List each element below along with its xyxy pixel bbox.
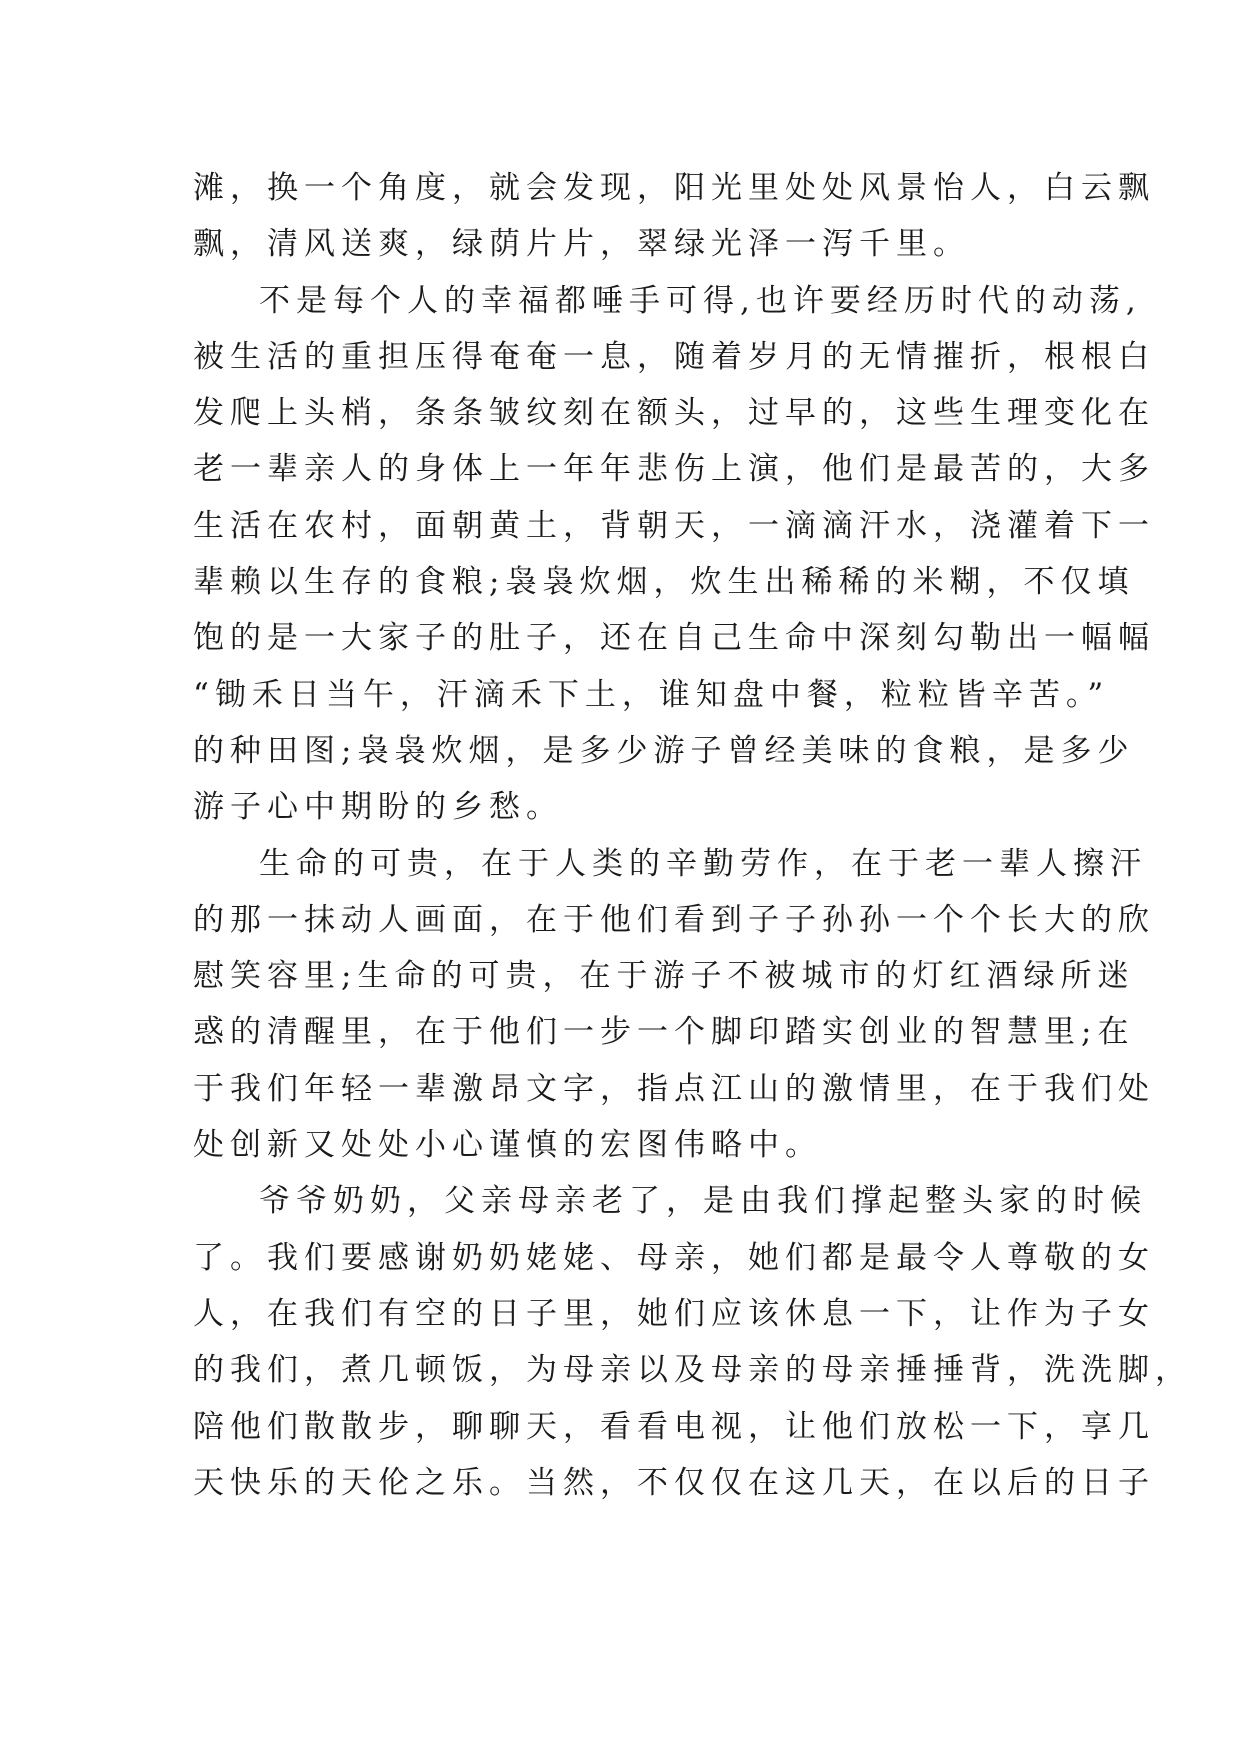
text-line: “锄禾日当午，汗滴禾下土，谁知盘中餐，粒粒皆辛苦。” [193, 676, 1110, 713]
text-line: 游子心中期盼的乡愁。 [193, 789, 563, 826]
text-line: 于我们年轻一辈激昂文字，指点江山的激情里，在于我们处 [193, 1070, 1155, 1107]
paragraph-first-line: 生命的可贵，在于人类的辛勤劳作，在于老一辈人擦汗 [259, 845, 1147, 882]
text-line: 发爬上头梢，条条皱纹刻在额头，过早的，这些生理变化在 [193, 395, 1155, 432]
paragraph-first-line: 爷爷奶奶，父亲母亲老了，是由我们撑起整头家的时候 [259, 1183, 1147, 1220]
text-line: 的那一抹动人画面，在于他们看到子子孙孙一个个长大的欣 [193, 901, 1155, 938]
text-line: 生活在农村，面朝黄土，背朝天，一滴滴汗水，浇灌着下一 [193, 507, 1155, 544]
text-line: 的种田图;袅袅炊烟，是多少游子曾经美味的食粮，是多少 [193, 732, 1135, 769]
text-line: 天快乐的天伦之乐。当然，不仅仅在这几天，在以后的日子 [193, 1464, 1155, 1501]
text-line: 老一辈亲人的身体上一年年悲伤上演，他们是最苦的，大多 [193, 451, 1155, 488]
text-line: 飘，清风送爽，绿荫片片，翠绿光泽一泻千里。 [193, 226, 970, 263]
text-line: 陪他们散散步，聊聊天，看看电视，让他们放松一下，享几 [193, 1408, 1155, 1445]
text-line: 饱的是一大家子的肚子，还在自己生命中深刻勾勒出一幅幅 [193, 620, 1155, 657]
text-line: 惑的清醒里，在于他们一步一个脚印踏实创业的智慧里;在 [193, 1014, 1135, 1051]
text-line: 慰笑容里;生命的可贵，在于游子不被城市的灯红酒绿所迷 [193, 958, 1135, 995]
text-line: 人，在我们有空的日子里，她们应该休息一下，让作为子女 [193, 1295, 1155, 1332]
text-line: 滩，换一个角度，就会发现，阳光里处处风景怡人，白云飘 [193, 170, 1155, 206]
text-line: 的我们，煮几顿饭，为母亲以及母亲的母亲捶捶背，洗洗脚， [193, 1352, 1192, 1389]
paragraph-first-line: 不是每个人的幸福都唾手可得,也许要经历时代的动荡, [259, 282, 1142, 319]
text-line: 了。我们要感谢奶奶姥姥、母亲，她们都是最令人尊敬的女 [193, 1239, 1155, 1276]
document-body [193, 160, 1192, 1511]
text-line: 被生活的重担压得奄奄一息，随着岁月的无情摧折，根根白 [193, 338, 1155, 375]
text-line: 处创新又处处小心谨慎的宏图伟略中。 [193, 1127, 822, 1164]
text-line: 辈赖以生存的食粮;袅袅炊烟，炊生出稀稀的米糊，不仅填 [193, 564, 1135, 601]
